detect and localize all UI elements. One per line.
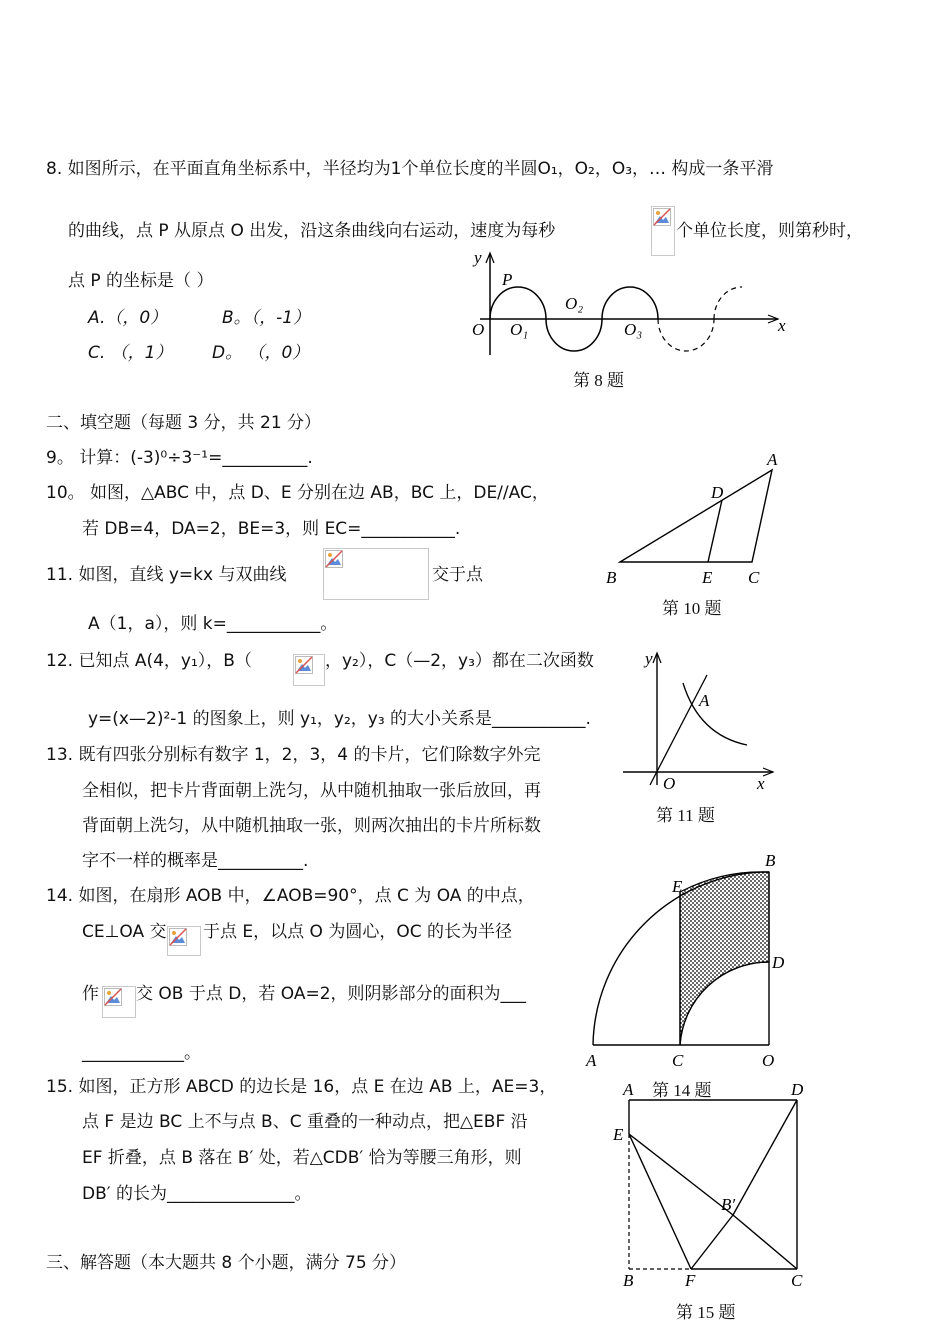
semicircle-dashed-1	[658, 319, 714, 351]
q8-line2a: 的曲线，点 P 从原点 O 出发，沿这条曲线向右运动，速度为每秒	[68, 221, 556, 241]
label-b: B	[765, 851, 776, 870]
label-c: C	[748, 568, 760, 587]
semicircle-o3	[602, 287, 658, 319]
q12-line1a: 12. 已知点 A(4，y₁），B（	[46, 651, 252, 671]
q8-option-a: A.（，0）	[88, 308, 168, 328]
q8-line3: 点 P 的坐标是（ ）	[68, 271, 214, 291]
q12-line2: y=(x—2)²-1 的图象上，则 y₁，y₂，y₃ 的大小关系是___________.	[88, 709, 591, 729]
hyperbola	[683, 683, 747, 745]
q8-line2b: 个单位长度，则第秒时，	[676, 221, 863, 241]
q9-text: 9。 计算：(-3)⁰÷3⁻¹=__________.	[46, 448, 313, 468]
q15-caption: 第 15 题	[676, 1303, 736, 1322]
q13-line2: 全相似，把卡片背面朝上洗匀，从中随机抽取一张后放回，再	[82, 781, 541, 801]
semicircle-dashed-2	[714, 287, 742, 319]
broken-image-icon	[167, 926, 201, 956]
q12-line1b: ，y₂），C（—2，y₃）都在二次函数	[325, 651, 594, 671]
label-o: O	[663, 774, 676, 793]
q14-line4: ____________。	[82, 1043, 201, 1063]
segment-de	[708, 500, 722, 562]
q14-line3a: 作	[82, 984, 99, 1004]
q13-line4: 字不一样的概率是__________.	[82, 851, 309, 871]
q15-line1: 15. 如图，正方形 ABCD 的边长是 16，点 E 在边 AB 上，AE=3，	[46, 1077, 557, 1097]
segment-cb-prime	[733, 1215, 797, 1269]
image-placeholder-icon	[169, 928, 187, 946]
q11-line1a: 11. 如图，直线 y=kx 与双曲线	[46, 565, 287, 585]
q14-caption: 第 14 题	[652, 1081, 712, 1100]
q11-line2: A（1，a），则 k=___________。	[88, 614, 338, 634]
q14-line2b: 于点 E，以点 O 为圆心，OC 的长为半径	[203, 922, 512, 942]
label-e: E	[672, 877, 683, 896]
label-e: E	[702, 568, 713, 587]
q14-figure	[580, 850, 790, 1075]
q8-caption: 第 8 题	[573, 371, 624, 390]
q8-line1: 8. 如图所示，在平面直角坐标系中，半径均为1个单位长度的半圆O₁，O₂，O₃，… 构成一条平滑	[46, 159, 774, 179]
label-y: y	[645, 649, 653, 668]
label-b: B	[606, 568, 617, 587]
label-y: y	[474, 248, 482, 267]
label-p: P	[502, 270, 513, 289]
label-o1: O₁	[510, 320, 529, 339]
q15-line2: 点 F 是边 BC 上不与点 B、C 重叠的一种动点，把△EBF 沿	[82, 1112, 528, 1132]
q14-line3b: 交 OB 于点 D，若 OA=2，则阴影部分的面积为___	[136, 984, 527, 1004]
q11-figure	[615, 645, 785, 795]
shaded-region	[680, 872, 769, 1045]
broken-image-icon	[102, 986, 136, 1018]
label-o3: O₃	[624, 320, 643, 339]
label-f: F	[685, 1271, 696, 1290]
q13-line1: 13. 既有四张分别标有数字 1，2，3，4 的卡片，它们除数字外完	[46, 745, 541, 765]
label-x: x	[757, 774, 765, 793]
label-a: A	[623, 1080, 634, 1099]
q14-line1: 14. 如图，在扇形 AOB 中，∠AOB=90°，点 C 为 OA 的中点，	[46, 886, 535, 906]
q11-caption: 第 11 题	[656, 806, 715, 825]
label-e: E	[613, 1125, 624, 1144]
q10-caption: 第 10 题	[662, 599, 722, 618]
q15-line3: EF 折叠，点 B 落在 B′ 处，若△CDB′ 恰为等腰三角形，则	[82, 1148, 522, 1168]
q8-option-c: C. （，1）	[88, 343, 173, 363]
label-d: D	[791, 1080, 804, 1099]
broken-image-icon	[323, 548, 429, 600]
q10-line2: 若 DB=4，DA=2，BE=3，则 EC=___________.	[82, 519, 461, 539]
q11-line1b: 交于点	[432, 565, 483, 585]
label-c: C	[672, 1051, 684, 1070]
label-a: A	[699, 691, 710, 710]
label-b: B	[623, 1271, 634, 1290]
section2-heading: 二、填空题（每题 3 分，共 21 分）	[46, 413, 322, 433]
q14-line2a: CE⊥OA 交	[82, 922, 167, 942]
q10-figure	[600, 450, 800, 595]
label-o: O	[762, 1051, 775, 1070]
triangle-abc	[620, 470, 772, 562]
section3-heading: 三、解答题（本大题共 8 个小题，满分 75 分）	[46, 1253, 407, 1273]
q8-figure	[460, 245, 800, 375]
segment-db-prime	[733, 1100, 797, 1215]
q8-option-b: B。（，-1）	[222, 308, 311, 328]
label-o: O	[472, 320, 485, 339]
q8-option-d: D。 （，0）	[212, 343, 310, 363]
q13-line3: 背面朝上洗匀，从中随机抽取一张，则两次抽出的卡片所标数	[82, 816, 541, 836]
image-placeholder-icon	[653, 208, 671, 226]
image-placeholder-icon	[295, 656, 313, 674]
label-o2: O₂	[565, 294, 584, 313]
label-c: C	[791, 1271, 803, 1290]
label-b-prime: B′	[721, 1195, 736, 1214]
segment-eb-prime	[629, 1134, 736, 1215]
label-a: A	[586, 1051, 597, 1070]
label-d: D	[772, 953, 785, 972]
semicircle-o1	[490, 287, 546, 319]
label-x: x	[778, 316, 786, 335]
image-placeholder-icon	[104, 988, 122, 1006]
label-a: A	[767, 450, 778, 469]
label-d: D	[711, 483, 724, 502]
q15-figure	[605, 1072, 815, 1297]
segment-fb-prime	[691, 1215, 733, 1269]
broken-image-icon	[293, 654, 325, 686]
q15-line4: DB′ 的长为_______________。	[82, 1184, 312, 1204]
segment-ef	[629, 1134, 691, 1269]
image-placeholder-icon	[325, 550, 343, 568]
semicircle-o2	[546, 319, 602, 351]
q10-line1: 10。 如图，△ABC 中，点 D、E 分别在边 AB，BC 上，DE//AC，	[46, 483, 549, 503]
